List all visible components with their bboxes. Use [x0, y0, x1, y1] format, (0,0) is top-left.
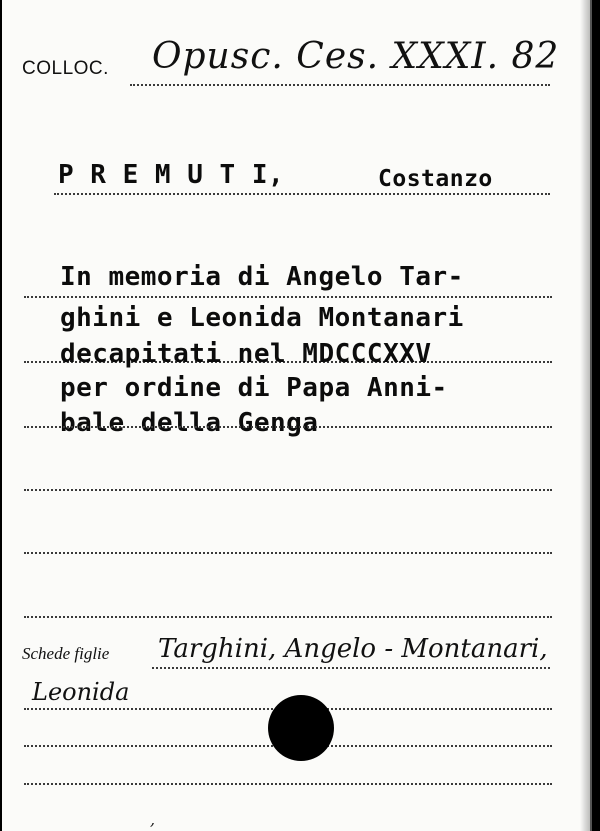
- schede-figlie-handwritten-line-2: Leonida: [32, 678, 130, 706]
- punch-hole: [268, 695, 334, 761]
- schede-dotted-line-1: [152, 667, 550, 669]
- surname-text: P R E M U T I,: [58, 160, 285, 190]
- schede-figlie-handwritten-line-1: Targhini, Angelo - Montanari,: [158, 634, 548, 664]
- body-dotted-line-3: [24, 426, 552, 428]
- empty-dotted-line-3: [24, 616, 552, 618]
- body-line-4: per ordine di Papa Anni-: [60, 373, 448, 403]
- empty-dotted-line-2: [24, 552, 552, 554]
- body-dotted-line-1: [24, 296, 552, 298]
- stray-pen-mark: ,: [150, 810, 156, 829]
- body-line-2: ghini e Leonida Montanari: [60, 303, 464, 333]
- given-name-text: Costanzo: [378, 166, 493, 192]
- name-dotted-line: [54, 193, 550, 195]
- body-line-5: bale della Genga: [60, 408, 319, 438]
- body-line-3: decapitati nel MDCCCXXV: [60, 339, 432, 369]
- schede-figlie-label: Schede figlie: [22, 644, 110, 663]
- colloc-dotted-line: [130, 84, 550, 86]
- catalog-card: [2, 0, 592, 831]
- empty-dotted-line-1: [24, 489, 552, 491]
- body-line-1: In memoria di Angelo Tar-: [60, 262, 464, 292]
- colloc-handwritten-value: Opusc. Ces. XXXI. 82: [152, 36, 560, 77]
- card-edge-shadow: [580, 0, 590, 831]
- schede-dotted-line-4: [24, 783, 552, 785]
- colloc-label: COLLOC.: [22, 58, 109, 79]
